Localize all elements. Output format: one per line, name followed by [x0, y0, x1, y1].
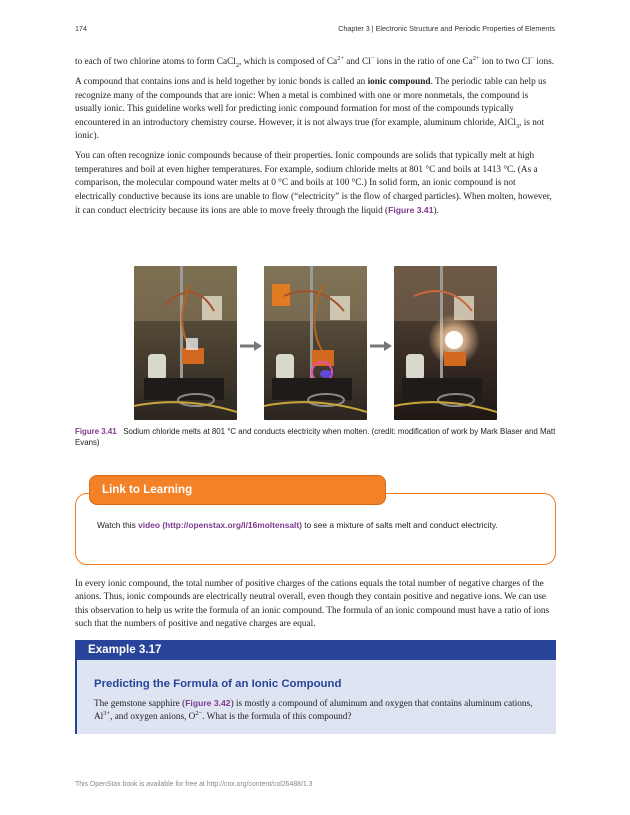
link-to-learning-title: Link to Learning	[102, 483, 193, 496]
example-heading: Predicting the Formula of an Ionic Compound	[94, 678, 342, 690]
example-question: The gemstone sapphire (Figure 3.42) is mostly a compound of aluminum and oxygen that contains aluminum cations, $Al^{3+}$, and oxygen anions, $O^{2-}$. What is the formula of this compound?	[94, 698, 533, 723]
figure-3-41-link[interactable]: Figure 3.41	[388, 205, 434, 216]
paragraph-4: In every ionic compound, the total number of positive charges of the cations equals the total number of negative charges of the anions. Thus, ionic compounds are electrically neutral overall, even though they contain positive and negative ions. We can use this observation to help us write the formula of an ionic compound. The formula of an ionic compound must have a ratio of ions such that the numbers of positive and negative charges are equal.	[75, 579, 550, 630]
link-to-learning-text: Watch this video (http://openstax.org/l/16moltensalt) to see a mixture of salts melt and conduct electricity.	[97, 520, 498, 530]
example-label: Example 3.17	[88, 643, 162, 656]
link-to-learning-tab	[89, 475, 386, 505]
example-header	[75, 640, 556, 660]
link-to-learning-box	[75, 475, 556, 565]
photo-solid-salt	[134, 266, 237, 420]
photo-molten-salt-bulb-lit	[394, 266, 497, 420]
figure-3-42-link[interactable]: Figure 3.42	[185, 698, 231, 708]
page-header	[75, 24, 555, 38]
arrow-icon	[370, 338, 392, 348]
paragraph-2: A compound that contains ions and is held together by ionic bonds is called an ionic compound. The periodic table can help us recognize many of the compounds that are ionic: When a metal is combined with one or more nonmetals, the compound is usually ionic. This guideline works well for predicting ionic compound formation for most of the compounds typically encountered in an introductory chemistry course. However, it is not always true (for example, aluminum chloride, AlCl$_3$, is not ionic).	[75, 77, 547, 142]
figure-caption	[75, 426, 556, 448]
example-accent-line	[75, 660, 77, 734]
chapter-title: Chapter 3 | Electronic Structure and Periodic Properties of Elements	[338, 24, 555, 33]
caption-text: Sodium chloride melts at 801 °C and conducts electricity when molten. (credit: modification of work by Mark Blaser and Matt Evans)	[75, 427, 556, 447]
arrow-icon	[240, 338, 262, 348]
photo-melting-salt	[264, 266, 367, 420]
example-box	[75, 640, 556, 734]
page-number: 174	[75, 24, 87, 33]
term-ionic-compound: ionic compound	[367, 77, 431, 88]
paragraph-1: to each of two chlorine atoms to form CaCl$_2$, which is composed of $Ca^{2+}$ and Cl− ions in the ratio of one $Ca^{2+}$ ion to two Cl− ions.	[75, 54, 555, 69]
video-link[interactable]: video (http://openstax.org/l/16moltensalt)	[138, 520, 302, 530]
main-text	[75, 56, 556, 225]
page-footer: This OpenStax book is available for free at http://cnx.org/content/col26488/1.3	[75, 781, 313, 788]
figure-3-41-images	[75, 266, 556, 420]
main-text-continued	[75, 578, 556, 639]
paragraph-3: You can often recognize ionic compounds because of their properties. Ionic compounds are solids that typically melt at high temperatures and boil at even higher temperatures. For example, sodium chloride melts at 801 °C and boils at 1413 °C. (As a comparison, the molecular compound water melts at 0 °C and boils at 100 °C.) In solid form, an ionic compound is not electrically conductive because its ions are unable to flow (“electricity” is the flow of charged particles). When molten, however, it can conduct electricity because its ions are able to move freely through the liquid (Figure 3.41).	[75, 151, 552, 217]
figure-label: Figure 3.41	[75, 427, 117, 436]
